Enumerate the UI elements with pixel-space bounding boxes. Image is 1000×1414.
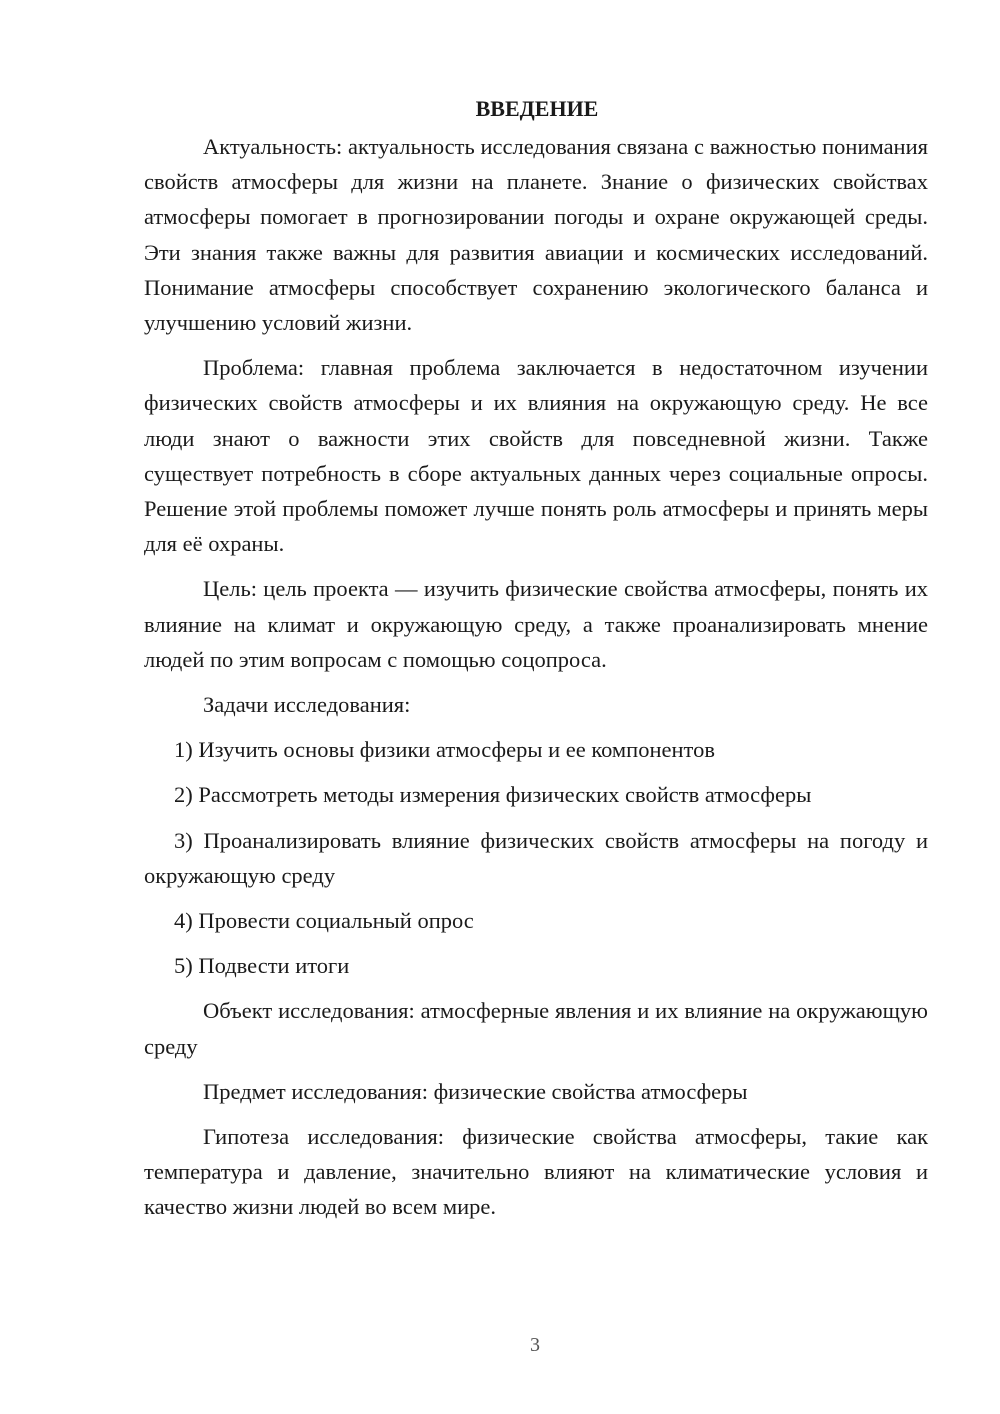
document-body — [144, 88, 928, 1235]
task-item-3: 3) Проанализировать влияние физических свойств атмосферы на погоду и окружающую среду — [144, 827, 928, 888]
paragraph-relevance: Актуальность: актуальность исследования связана с важностью понимания свойств атмосферы для жизни на планете. Знание о физических свойствах атмосферы помогает в прогнозировании погоды и охране окружающей среды. Эти знания также важны для развития авиации и космических исследований. Понимание атмосферы способствует сохранению экологического баланса и улучшению условий жизни. — [144, 134, 928, 336]
task-item-5: 5) Подвести итоги — [174, 953, 350, 979]
paragraph-subject: Предмет исследования: физические свойства атмосферы — [203, 1078, 748, 1104]
section-heading: ВВЕДЕНИЕ — [475, 96, 599, 121]
tasks-title: Задачи исследования: — [203, 692, 411, 718]
paragraph-goal: Цель: цель проекта — изучить физические свойства атмосферы, понять их влияние на климат и окружающую среду, а также проанализировать мнение людей по этим вопросам с помощью соцопроса. — [144, 576, 928, 672]
page-number: 3 — [530, 1334, 540, 1356]
task-item-2: 2) Рассмотреть методы измерения физических свойств атмосферы — [174, 782, 812, 808]
paragraph-hypothesis: Гипотеза исследования: физические свойства атмосферы, такие как температура и давление, значительно влияют на климатические условия и качество жизни людей во всем мире. — [144, 1124, 928, 1220]
task-item-4: 4) Провести социальный опрос — [174, 908, 474, 934]
paragraph-problem: Проблема: главная проблема заключается в недостаточном изучении физических свойств атмосферы и их влияния на окружающую среду. Не все люди знают о важности этих свойств для повседневной жизни. Также существует потребность в сборе актуальных данных через социальные опросы. Решение этой проблемы поможет лучше понять роль атмосферы и принять меры для её охраны. — [144, 355, 928, 557]
paragraph-object: Объект исследования: атмосферные явления и их влияние на окружающую среду — [144, 998, 928, 1059]
task-item-1: 1) Изучить основы физики атмосферы и ее компонентов — [174, 737, 715, 763]
